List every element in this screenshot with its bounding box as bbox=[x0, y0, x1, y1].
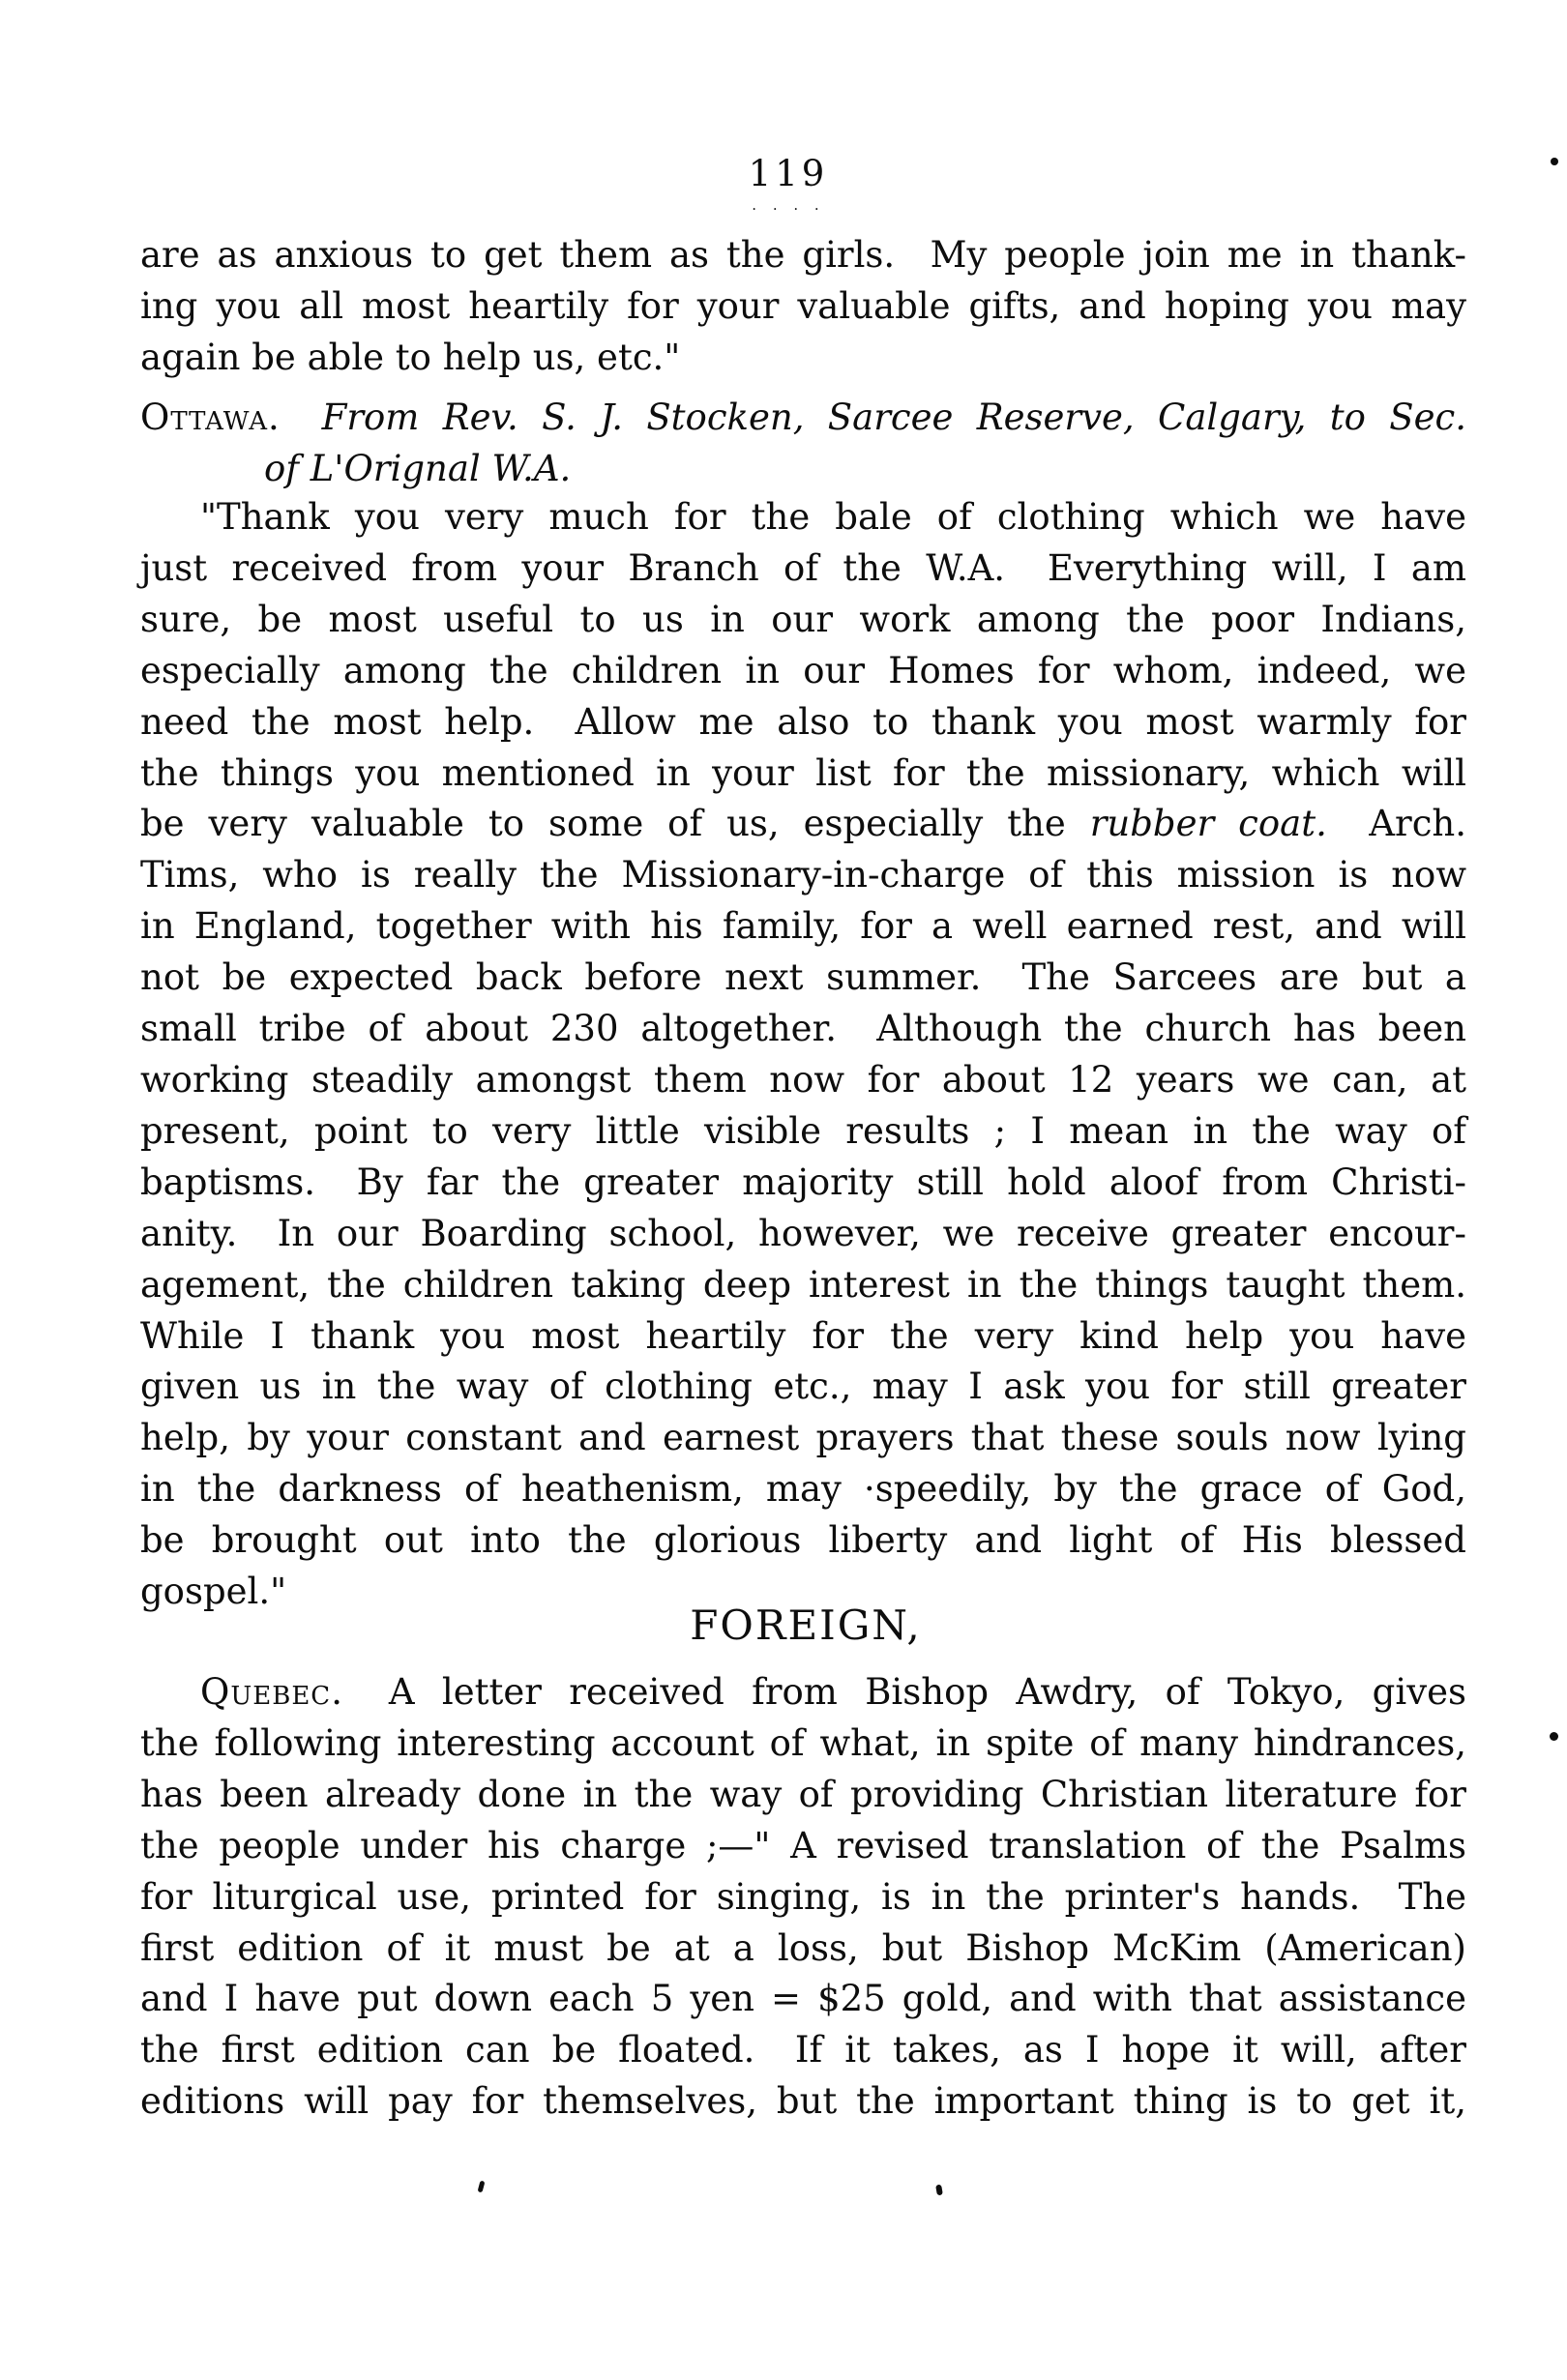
page-number-ink-dots: . . . . bbox=[752, 196, 825, 214]
text-line: be very valuable to some of us, especially the rubber coat. Arch. bbox=[140, 803, 1467, 845]
text-line: agement, the children taking deep interest in the things taught them. bbox=[140, 1263, 1466, 1306]
quebec-letter-paragraph bbox=[140, 1667, 1466, 2128]
text-line: present, point to very little visible results ; I mean in the way of bbox=[140, 1109, 1466, 1152]
ottawa-letter-heading bbox=[140, 393, 1466, 495]
text-line: the first edition can be floated. If it takes, as I hope it will, after bbox=[140, 2029, 1466, 2071]
text-line: of L'Orignal W.A. bbox=[264, 447, 572, 489]
text-line: anity. In our Boarding school, however, we receive greater encour- bbox=[140, 1212, 1466, 1254]
ottawa-letter-body bbox=[140, 492, 1466, 1618]
text-line: be brought out into the glorious liberty and light of His blessed bbox=[140, 1519, 1466, 1562]
text-line: the people under his charge ;—" A revised translation of the Psalms bbox=[140, 1824, 1466, 1866]
text-line: "Thank you very much for the bale of clothing which we have bbox=[200, 496, 1466, 538]
ink-speck bbox=[1551, 158, 1558, 165]
page-number: 119 bbox=[748, 153, 829, 194]
text-line: not be expected back before next summer. The Sarcees are but a bbox=[140, 956, 1466, 999]
text-line: working steadily amongst them now for about 12 years we can, at bbox=[140, 1058, 1466, 1101]
text-line: first edition of it must be at a loss, but Bishop McKim (American) bbox=[140, 1926, 1466, 1969]
text-line: for liturgical use, printed for singing, is in the printer's hands. The bbox=[140, 1875, 1466, 1918]
text-line: gospel." bbox=[140, 1571, 287, 1613]
text-line: baptisms. By far the greater majority still hold aloof from Christi- bbox=[140, 1161, 1466, 1203]
text-line: in England, together with his family, for a well earned rest, and will bbox=[140, 905, 1466, 948]
foreign-section-heading: FOREIGN, bbox=[690, 1601, 922, 1649]
text-line: help, by your constant and earnest prayers that these souls now lying bbox=[140, 1417, 1466, 1459]
text-line: just received from your Branch of the W.A. Everything will, I am bbox=[140, 546, 1466, 589]
text-line: are as anxious to get them as the girls. My people join me in thank- bbox=[140, 234, 1466, 276]
text-line: given us in the way of clothing etc., may I ask you for still greater bbox=[140, 1366, 1466, 1408]
text-line: ing you all most heartily for your valuable gifts, and hoping you may bbox=[140, 284, 1466, 327]
text-line: especially among the children in our Homes for whom, indeed, we bbox=[140, 649, 1466, 691]
ink-speck bbox=[935, 2185, 943, 2196]
text-line: Quebec. A letter received from Bishop Awdry, of Tokyo, gives bbox=[200, 1671, 1466, 1713]
text-line: again be able to help us, etc." bbox=[140, 336, 681, 378]
text-line: While I thank you most heartily for the very kind help you have bbox=[140, 1314, 1466, 1357]
paragraph-continued-from-previous-page bbox=[140, 230, 1466, 384]
text-line: need the most help. Allow me also to thank you most warmly for bbox=[140, 700, 1466, 743]
text-line: sure, be most useful to us in our work among the poor Indians, bbox=[140, 598, 1466, 640]
text-line: editions will pay for themselves, but the important thing is to get it, bbox=[140, 2080, 1466, 2123]
text-line: small tribe of about 230 altogether. Although the church has been bbox=[140, 1008, 1466, 1050]
text-line: Tims, who is really the Missionary-in-charge of this mission is now bbox=[140, 854, 1466, 896]
text-line: has been already done in the way of providing Christian literature for bbox=[140, 1773, 1466, 1815]
text-line: the things you mentioned in your list for the missionary, which will bbox=[140, 751, 1466, 794]
ink-speck bbox=[1550, 1732, 1558, 1741]
text-line: in the darkness of heathenism, may ·speedily, by the grace of God, bbox=[140, 1468, 1466, 1511]
text-line: the following interesting account of what, in spite of many hindrances, bbox=[140, 1721, 1466, 1764]
ink-speck bbox=[478, 2181, 486, 2193]
text-line: and I have put down each 5 yen = $25 gold, and with that assistance bbox=[140, 1978, 1466, 2020]
text-line: Ottawa. From Rev. S. J. Stocken, Sarcee Reserve, Calgary, to Sec. bbox=[140, 397, 1466, 438]
